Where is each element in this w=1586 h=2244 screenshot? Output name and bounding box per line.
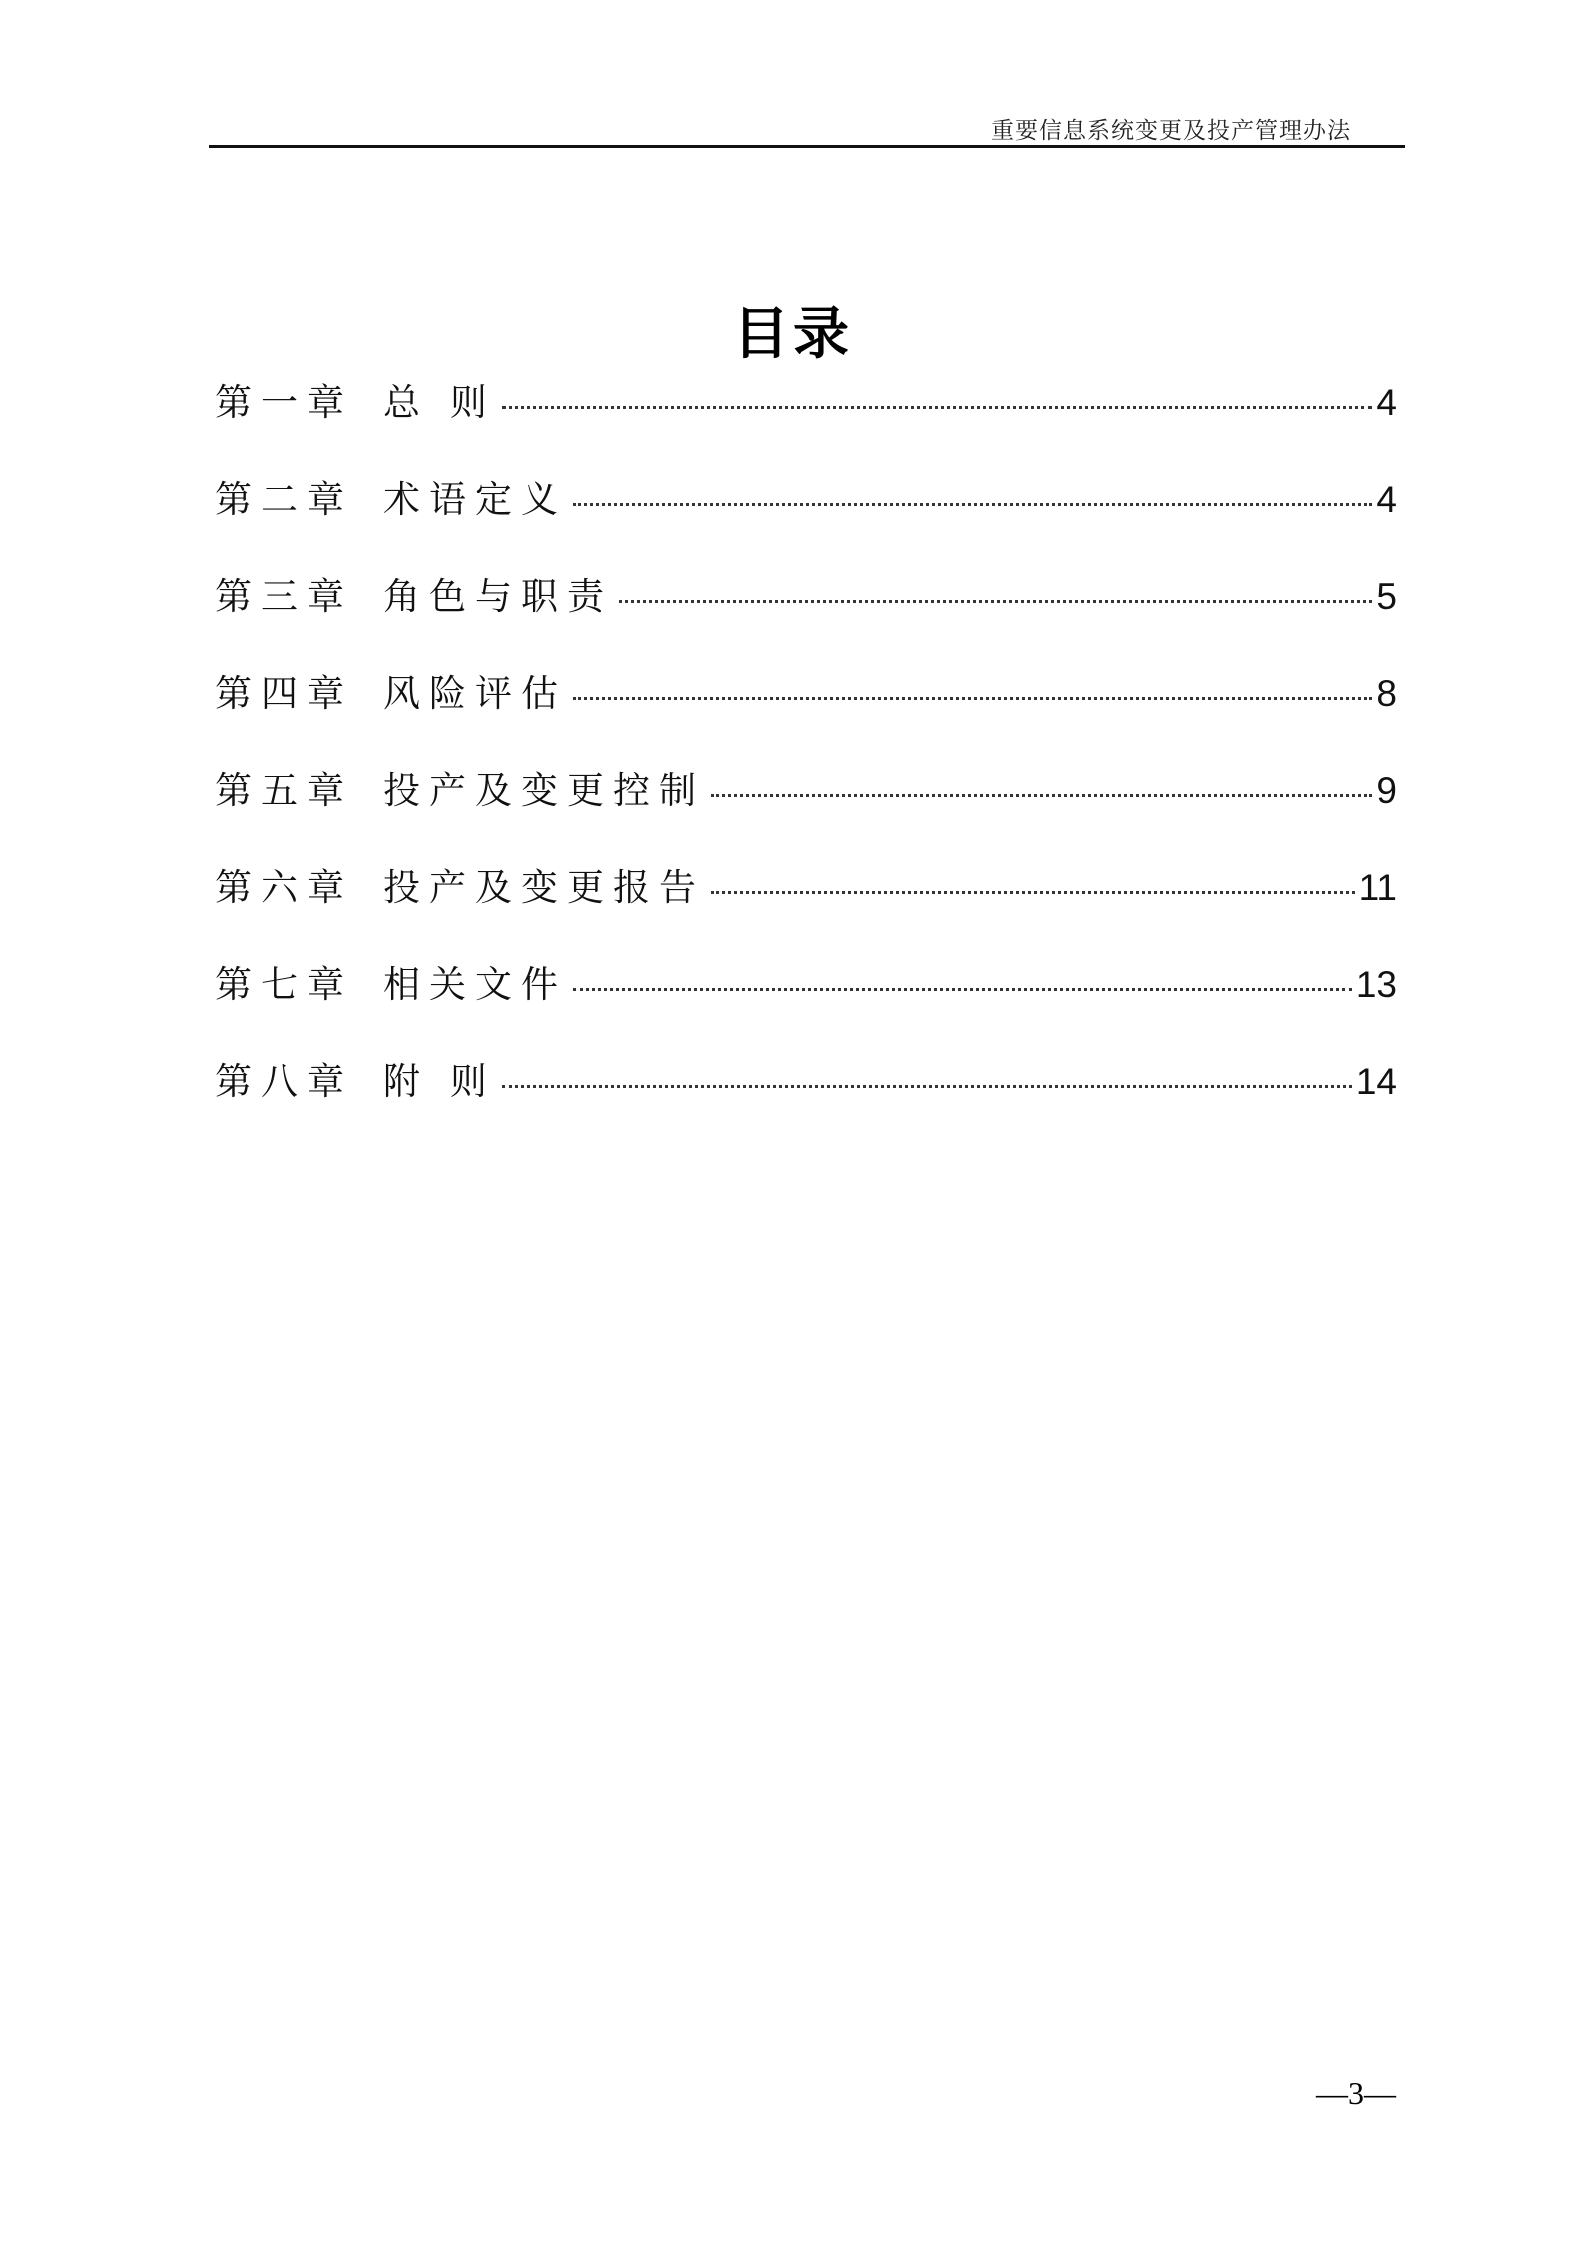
toc-page-number: 13 xyxy=(1355,964,1397,1005)
toc-chapter-name: 术语定义 xyxy=(383,478,567,521)
toc-list xyxy=(215,372,1397,1148)
toc-chapter-name: 附 则 xyxy=(383,1060,496,1103)
toc-chapter-name: 投产及变更控制 xyxy=(383,769,705,812)
toc-page-number: 14 xyxy=(1355,1061,1397,1102)
toc-dot-leader xyxy=(502,1085,1352,1088)
toc-dot-leader xyxy=(711,794,1372,797)
toc-entry[interactable] xyxy=(215,663,1397,760)
toc-chapter-label: 第五章 xyxy=(215,769,353,812)
toc-page-number: 11 xyxy=(1358,867,1397,908)
toc-chapter-name: 总 则 xyxy=(383,381,496,424)
toc-entry[interactable] xyxy=(215,1051,1397,1148)
toc-entry[interactable] xyxy=(215,954,1397,1051)
toc-dot-leader xyxy=(573,697,1372,700)
toc-chapter-label: 第三章 xyxy=(215,575,353,618)
toc-chapter-name: 角色与职责 xyxy=(383,575,613,618)
toc-dot-leader xyxy=(711,891,1355,894)
toc-entry[interactable] xyxy=(215,760,1397,857)
toc-chapter-label: 第六章 xyxy=(215,866,353,909)
toc-page-number: 5 xyxy=(1376,576,1397,617)
header-rule xyxy=(209,145,1405,148)
toc-dot-leader xyxy=(573,988,1352,991)
running-header: 重要信息系统变更及投产管理办法 xyxy=(991,118,1351,144)
toc-chapter-name: 风险评估 xyxy=(383,672,567,715)
toc-entry[interactable] xyxy=(215,372,1397,469)
toc-dot-leader xyxy=(619,600,1372,603)
toc-dot-leader xyxy=(573,503,1372,506)
toc-chapter-label: 第七章 xyxy=(215,963,353,1006)
toc-page-number: 8 xyxy=(1376,673,1397,714)
toc-entry[interactable] xyxy=(215,857,1397,954)
toc-page-number: 4 xyxy=(1376,479,1397,520)
toc-chapter-label: 第一章 xyxy=(215,381,353,424)
toc-entry[interactable] xyxy=(215,469,1397,566)
toc-page-number: 4 xyxy=(1376,382,1397,423)
toc-dot-leader xyxy=(502,406,1373,409)
toc-chapter-label: 第四章 xyxy=(215,672,353,715)
toc-chapter-name: 投产及变更报告 xyxy=(383,866,705,909)
toc-chapter-name: 相关文件 xyxy=(383,963,567,1006)
toc-title: 目录 xyxy=(733,302,853,367)
toc-entry[interactable] xyxy=(215,566,1397,663)
toc-page-number: 9 xyxy=(1376,770,1397,811)
toc-chapter-label: 第二章 xyxy=(215,478,353,521)
page-number: —3— xyxy=(1316,2075,1396,2111)
toc-chapter-label: 第八章 xyxy=(215,1060,353,1103)
